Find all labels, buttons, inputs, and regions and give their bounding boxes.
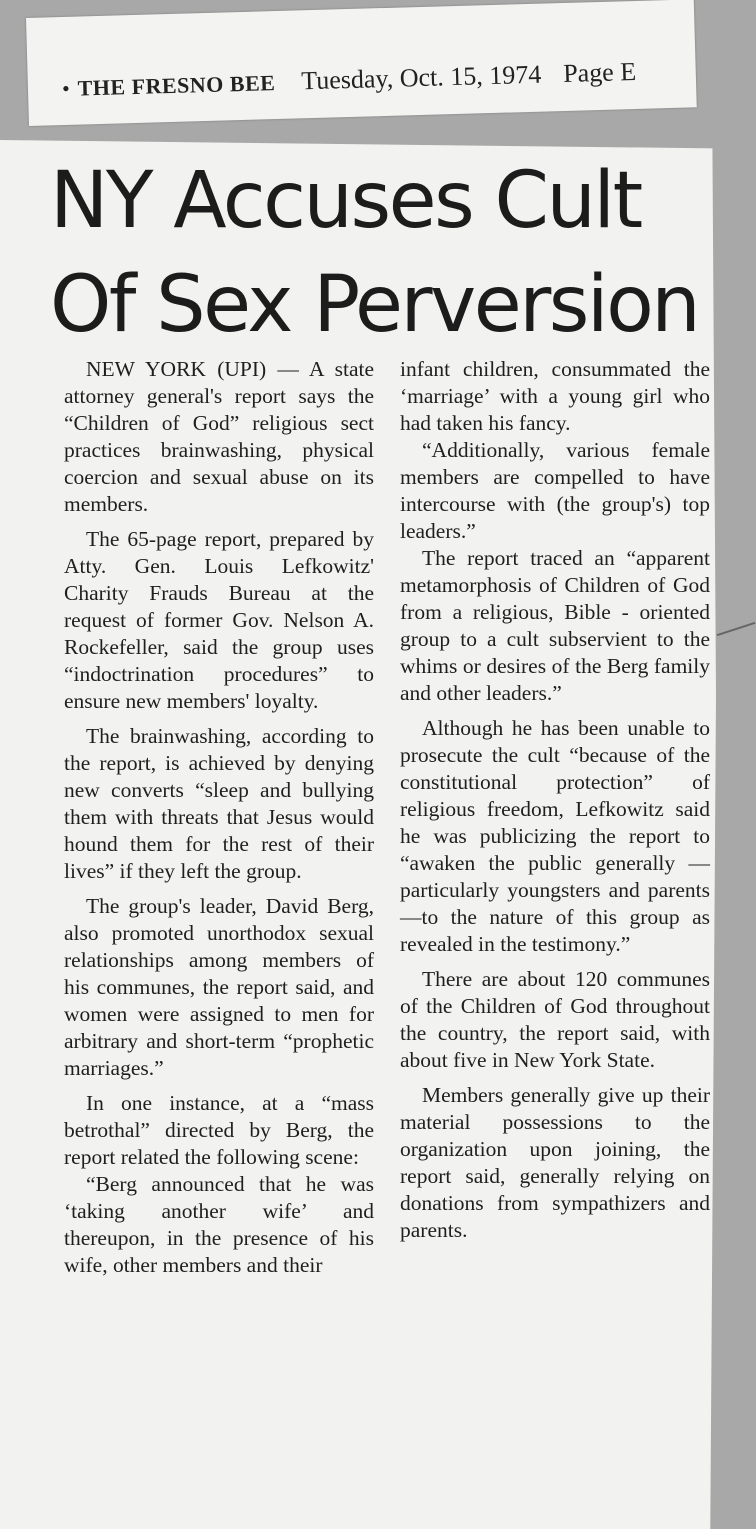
paragraph: “Additionally, various female members are compelled to have intercourse with (the group's) top leaders.” (400, 438, 710, 543)
paragraph: There are about 120 communes of the Children of God throughout the country, the report said, with about five in New York State. (400, 967, 710, 1072)
masthead-line (62, 57, 637, 103)
paragraph: The report traced an “apparent metamorphosis of Children of God from a religious, Bible - oriented group to a cult subservient to the whims or desires of the Berg family and other leaders.” (400, 546, 710, 705)
newspaper-name: THE FRESNO BEE (77, 70, 276, 101)
paragraph: “Berg announced that he was ‘taking another wife’ and thereupon, in the presence of his wife, other members and their (64, 1172, 374, 1277)
masthead-clipping (26, 0, 697, 126)
paragraph: The group's leader, David Berg, also promoted unorthodox sexual relationships among members of his communes, the report said, and women were assigned to men for arbitrary and short-term “prophetic marriages.” (64, 894, 374, 1080)
article-column-right (400, 356, 710, 1252)
headline-line-1: NY Accuses Cult (50, 156, 641, 246)
paragraph: In one instance, at a “mass betrothal” directed by Berg, the report related the following scene: (64, 1091, 374, 1169)
paragraph: infant children, consummated the ‘marriage’ with a young girl who had taken his fancy. (400, 357, 710, 435)
paragraph: The brainwashing, according to the report, is achieved by denying new converts “sleep and bullying them with threats that Jesus would hound them for the rest of their lives” if they left the group. (64, 724, 374, 883)
paragraph: NEW YORK (UPI) — A state attorney general's report says the “Children of God” religious sect practices brainwashing, physical coercion and sexual abuse on its members. (64, 357, 374, 516)
article-column-left (64, 356, 374, 1287)
paragraph: Members generally give up their material possessions to the organization upon joining, the report said, generally relying on donations from sympathizers and parents. (400, 1083, 710, 1242)
publication-date: Tuesday, Oct. 15, 1974 (300, 59, 542, 96)
bullet-icon: • (61, 75, 71, 102)
headline-line-2: Of Sex Perversion (50, 260, 699, 350)
page-label: Page E (562, 56, 637, 89)
paragraph: The 65-page report, prepared by Atty. Gen. Louis Lefkowitz' Charity Frauds Bureau at the request of former Gov. Nelson A. Rockefeller, said the group uses “indoctrination procedures” to ensure new members' loyalty. (64, 527, 374, 713)
paper-tear-mark (717, 622, 756, 636)
paragraph: Although he has been unable to prosecute the cult “because of the constitutional protection” of religious freedom, Lefkowitz said he was publicizing the report to “awaken the public generally — particularly youngsters and parents —to the nature of this group as revealed in the testimony.” (400, 716, 710, 956)
